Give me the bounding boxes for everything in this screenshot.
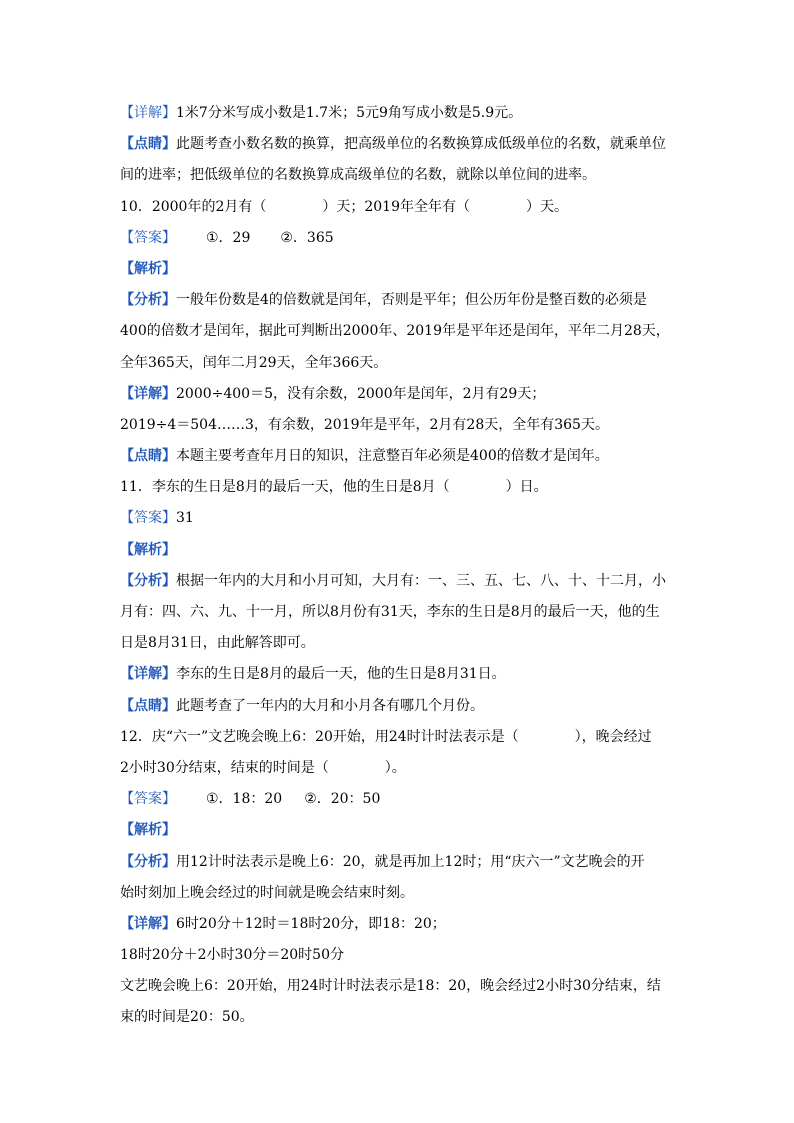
analysis-heading-10 <box>120 254 680 285</box>
answer-tag: 【答案】 <box>120 229 176 246</box>
detail-line-12-4 <box>120 1002 680 1033</box>
fenxi-line-10 <box>120 285 680 316</box>
answer-tag: 【答案】 <box>120 791 176 808</box>
question-text: 12．庆“六一”文艺晚会晚上6：20开始，用24时计时法表示是（ ），晚会经过 <box>120 728 652 745</box>
point-text: 此题考查小数名数的换算，把高级单位的名数换算成低级单位的名数，就乘单位 <box>176 136 666 153</box>
answer-value: ②．365 <box>280 229 334 246</box>
answer-line-10 <box>120 223 680 254</box>
fenxi-line-10-3 <box>120 348 680 379</box>
fenxi-text: 用12计时法表示是晚上6：20，就是再加上12时；用“庆六一”文艺晚会的开 <box>176 853 645 870</box>
detail-text: 6时20分＋12时＝18时20分，即18：20； <box>176 915 446 932</box>
analysis-tag: 【解析】 <box>120 541 176 558</box>
analysis-heading-11 <box>120 535 680 566</box>
detail-text: 1米7分米写成小数是1.7米；5元9角写成小数是5.9元。 <box>176 105 523 121</box>
answer-value: ②．20：50 <box>304 791 381 808</box>
detail-line-12-2 <box>120 940 680 971</box>
fenxi-text: 全年365天，闰年二月29天，全年366天。 <box>120 354 388 371</box>
answer-line-12 <box>120 784 680 815</box>
question-text: 2小时30分结束，结束的时间是（ ）。 <box>120 759 406 776</box>
detail-line-12 <box>120 909 680 940</box>
analysis-heading-12 <box>120 815 680 846</box>
detail-line-10-2 <box>120 410 680 441</box>
point-text: 本题主要考查年月日的知识，注意整百年必须是400的倍数才是闰年。 <box>176 448 609 465</box>
fenxi-line-10-2 <box>120 316 680 347</box>
answer-value: ①．29 <box>206 229 251 246</box>
detail-tag: 【详解】 <box>120 666 176 683</box>
detail-text: 2000÷400＝5，没有余数，2000年是闰年，2月有29天； <box>176 385 546 402</box>
question-11 <box>120 472 680 503</box>
detail-line-11 <box>120 659 680 690</box>
detail-line-10 <box>120 379 680 410</box>
fenxi-text: 400的倍数才是闰年，据此可判断出2000年、2019年是平年还是闰年，平年二月28天， <box>120 323 670 340</box>
detail-text: 2019÷4＝504……3，有余数，2019年是平年，2月有28天，全年有365天。 <box>120 416 609 433</box>
question-10 <box>120 192 680 223</box>
point-line-10 <box>120 441 680 472</box>
detail-tag: 【详解】 <box>120 105 176 121</box>
detail-text: 李东的生日是8月的最后一天，他的生日是8月31日。 <box>176 666 506 683</box>
point-line-11 <box>120 691 680 722</box>
question-12 <box>120 722 680 753</box>
fenxi-line-12-2 <box>120 878 680 909</box>
point-tag: 【点睛】 <box>120 448 176 465</box>
document-page <box>120 98 680 1034</box>
point-tag: 【点睛】 <box>120 136 176 153</box>
fenxi-line-11-2 <box>120 597 680 628</box>
point-line-continued <box>120 160 680 191</box>
fenxi-text: 始时刻加上晚会经过的时间就是晚会结束时刻。 <box>120 884 414 901</box>
question-12-2 <box>120 753 680 784</box>
fenxi-line-11-3 <box>120 628 680 659</box>
fenxi-text: 月有：四、六、九、十一月，所以8月份有31天，李东的生日是8月的最后一天，他的生 <box>120 604 660 620</box>
answer-line-11 <box>120 503 680 534</box>
analysis-tag: 【解析】 <box>120 822 176 839</box>
question-text: 10．2000年的2月有（ ）天；2019年全年有（ ）天。 <box>120 198 568 215</box>
fenxi-text: 一般年份数是4的倍数就是闰年，否则是平年；但公历年份是整百数的必须是 <box>176 292 647 309</box>
answer-value: ①．18：20 <box>206 791 283 808</box>
fenxi-tag: 【分析】 <box>120 572 176 589</box>
fenxi-tag: 【分析】 <box>120 292 176 309</box>
fenxi-text: 日是8月31日，由此解答即可。 <box>120 635 315 652</box>
analysis-tag: 【解析】 <box>120 260 176 277</box>
detail-text: 18时20分＋2小时30分＝20时50分 <box>120 947 344 964</box>
detail-tag: 【详解】 <box>120 385 176 402</box>
fenxi-line-12 <box>120 847 680 878</box>
fenxi-line-11 <box>120 566 680 597</box>
point-line <box>120 129 680 160</box>
answer-tag: 【答案】 <box>120 510 176 527</box>
fenxi-tag: 【分析】 <box>120 853 176 870</box>
detail-tag: 【详解】 <box>120 915 176 932</box>
point-text: 此题考查了一年内的大月和小月各有哪几个月份。 <box>176 697 484 714</box>
detail-line <box>120 98 680 129</box>
fenxi-text: 根据一年内的大月和小月可知，大月有：一、三、五、七、八、十、十二月，小 <box>176 572 666 589</box>
detail-line-12-3 <box>120 971 680 1002</box>
answer-value: 31 <box>176 510 194 527</box>
point-tag: 【点睛】 <box>120 697 176 714</box>
detail-text: 文艺晚会晚上6：20开始，用24时计时法表示是18：20，晚会经过2小时30分结束，结 <box>120 978 661 995</box>
detail-text: 束的时间是20：50。 <box>120 1009 254 1026</box>
point-text: 间的进率；把低级单位的名数换算成高级单位的名数，就除以单位间的进率。 <box>120 167 596 184</box>
question-text: 11．李东的生日是8月的最后一天，他的生日是8月（ ）日。 <box>120 479 548 496</box>
